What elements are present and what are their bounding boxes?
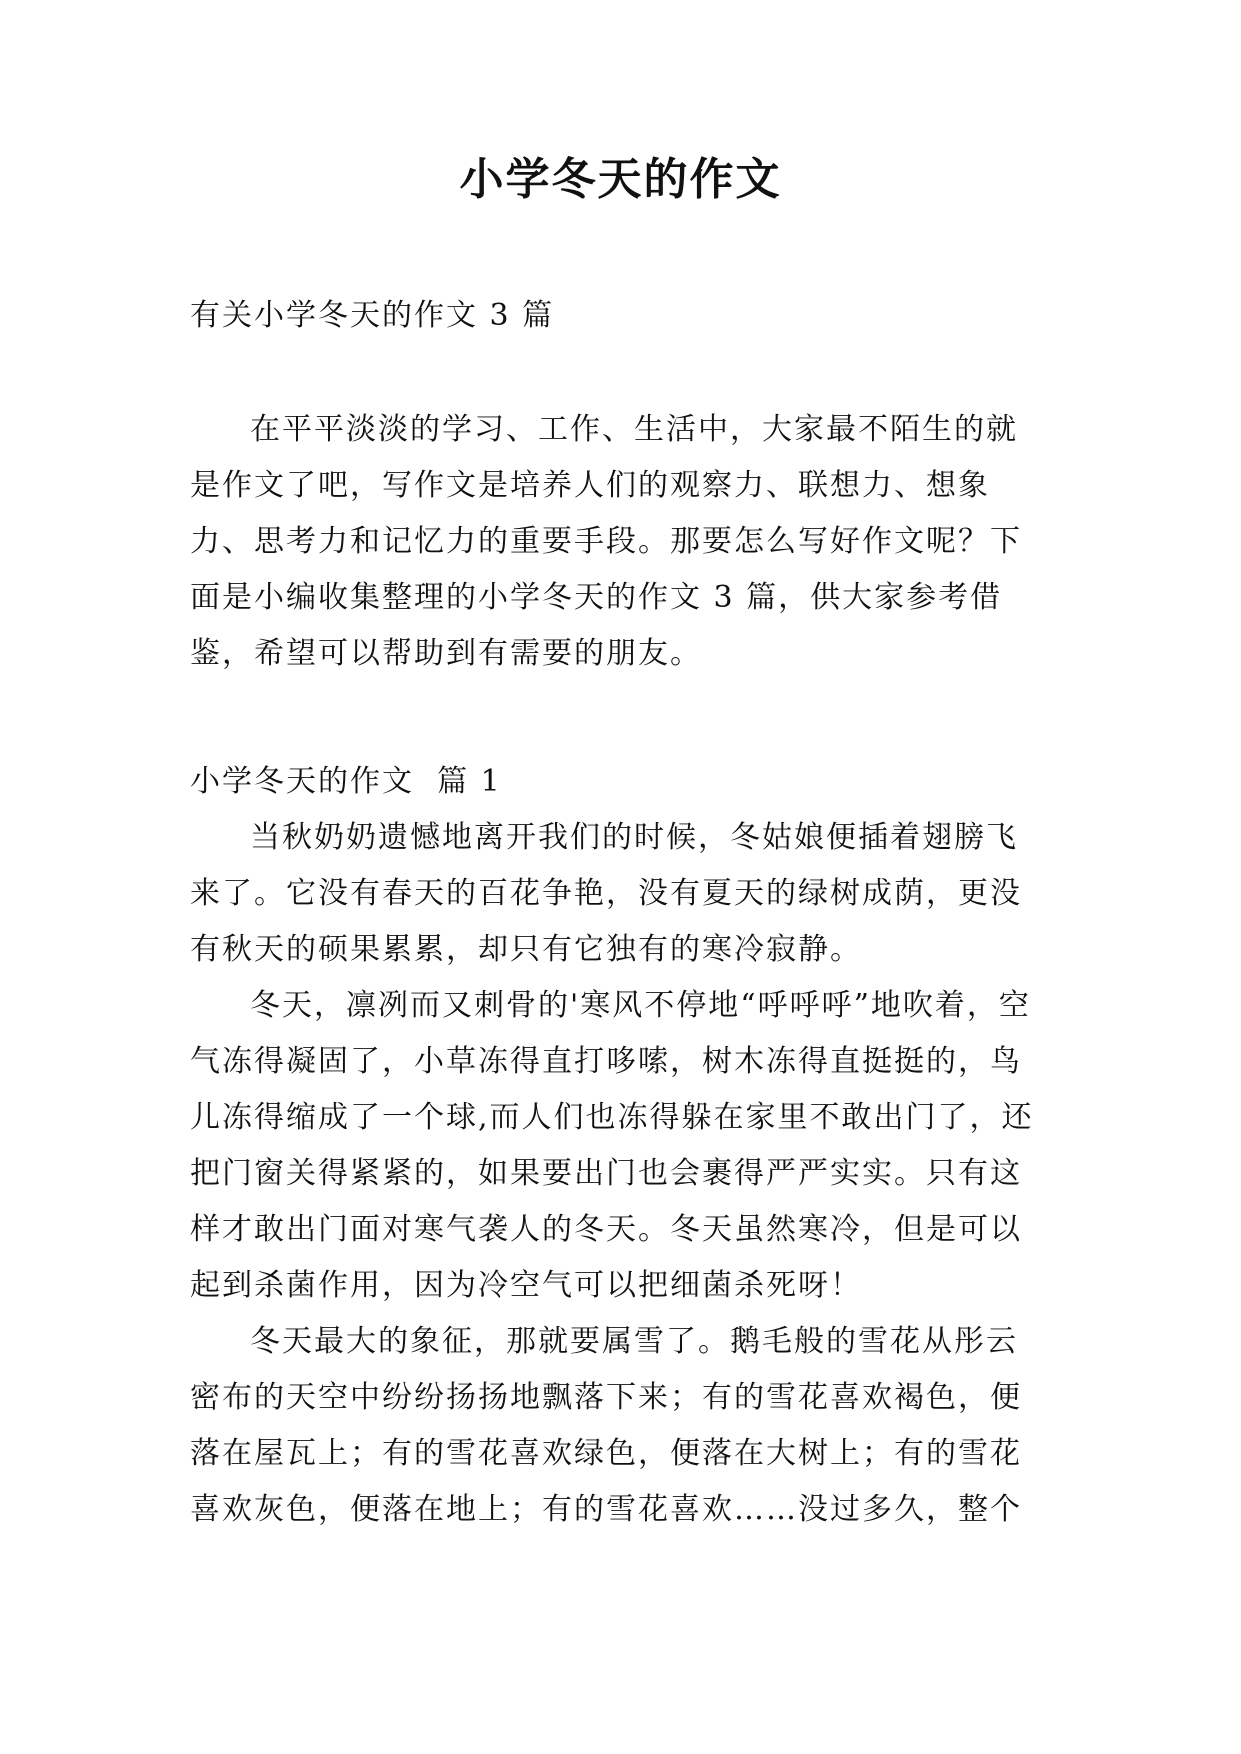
intro-paragraph: 在平平淡淡的学习、工作、生活中，大家最不陌生的就是作文了吧，写作文是培养人们的观察力、联想力、想象力、思考力和记忆力的重要手段。那要怎么写好作文呢？下面是小编收集整理的小学冬天的作文 3 篇，供大家参考借鉴，希望可以帮助到有需要的朋友。 [190, 412, 1022, 671]
body-paragraph-1: 当秋奶奶遗憾地离开我们的时候，冬姑娘便插着翅膀飞来了。它没有春天的百花争艳，没有夏天的绿树成荫，更没有秋天的硕果累累，却只有它独有的寒冷寂静。 [190, 820, 1022, 967]
body-paragraph-2: 冬天，凛冽而又刺骨的'寒风不停地“呼呼呼”地吹着，空气冻得凝固了，小草冻得直打哆嗦，树木冻得直挺挺的，鸟儿冻得缩成了一个球,而人们也冻得躲在家里不敢出门了，还把门窗关得紧紧的，如果要出门也会裹得严严实实。只有这样才敢出门面对寒气袭人的冬天。冬天虽然寒冷，但是可以起到杀菌作用，因为冷空气可以把细菌杀死呀！ [190, 988, 1034, 1303]
page-title: 小学冬天的作文 [459, 154, 782, 205]
body-paragraph-3: 冬天最大的象征，那就要属雪了。鹅毛般的雪花从彤云密布的天空中纷纷扬扬地飘落下来；有的雪花喜欢褐色，便落在屋瓦上；有的雪花喜欢绿色，便落在大树上；有的雪花喜欢灰色，便落在地上；有的雪花喜欢……没过多久，整个 [190, 1324, 1022, 1527]
document-subtitle: 有关小学冬天的作文 3 篇 [190, 298, 555, 333]
section-heading: 小学冬天的作文 篇 1 [190, 764, 502, 799]
